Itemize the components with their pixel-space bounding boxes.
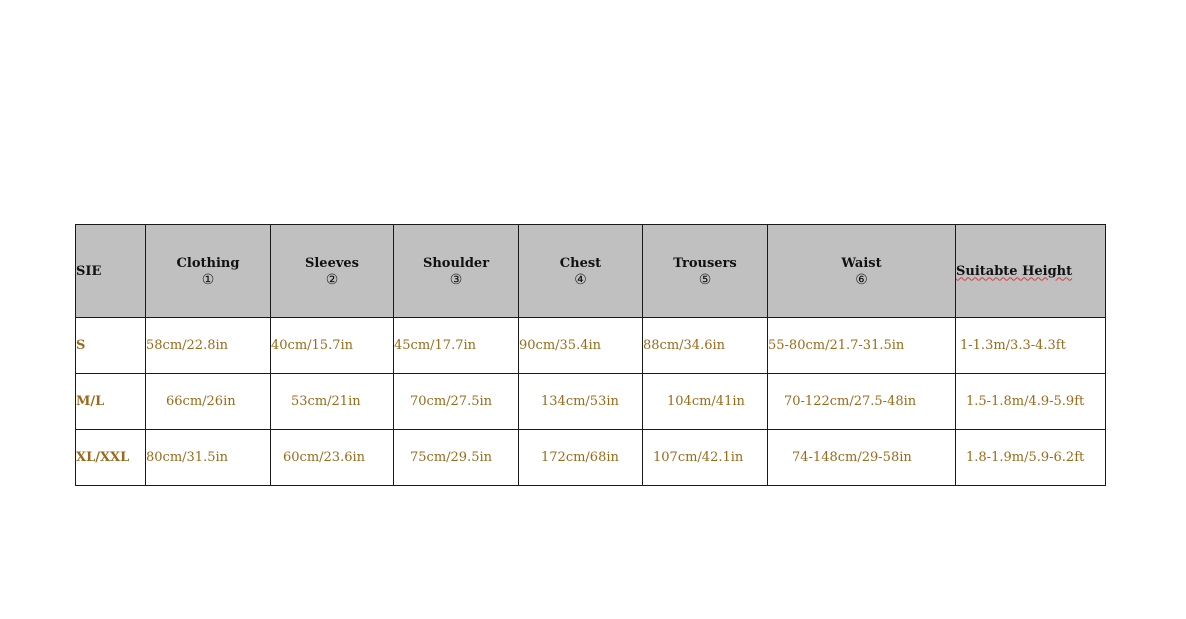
shoulder-cell: 75cm/29.5in: [394, 430, 519, 486]
clothing-cell: 80cm/31.5in: [146, 430, 271, 486]
sleeves-header-label: Sleeves: [304, 256, 359, 271]
height-cell: 1.8-1.9m/5.9-6.2ft: [956, 430, 1106, 486]
trousers-cell: 88cm/34.6in: [643, 318, 768, 374]
height-column-header: [956, 225, 1106, 318]
shoulder-cell: 45cm/17.7in: [394, 318, 519, 374]
size-column-header: SIE: [76, 225, 146, 318]
height-header-label: Suitabte Height: [956, 263, 1073, 279]
waist-header-label: Waist: [841, 256, 882, 271]
chest-column-header: [519, 225, 643, 318]
table-row: [76, 430, 1106, 486]
height-cell: 1-1.3m/3.3-4.3ft: [956, 318, 1106, 374]
waist-header-number: ⑥: [855, 272, 868, 288]
size-cell: S: [76, 318, 146, 374]
sleeves-cell: 60cm/23.6in: [271, 430, 394, 486]
chest-header-number: ④: [574, 272, 587, 288]
trousers-header-number: ⑤: [698, 272, 712, 288]
waist-cell: 70-122cm/27.5-48in: [768, 374, 956, 430]
chest-cell: 134cm/53in: [519, 374, 643, 430]
clothing-header-number: ①: [201, 272, 215, 288]
trousers-header-label: Trousers: [673, 256, 737, 271]
sleeves-cell: 53cm/21in: [271, 374, 394, 430]
clothing-cell: 66cm/26in: [146, 374, 271, 430]
trousers-column-header: [643, 225, 768, 318]
chest-header-label: Chest: [559, 256, 602, 271]
chest-cell: 90cm/35.4in: [519, 318, 643, 374]
shoulder-column-header: [394, 225, 519, 318]
table-row: [76, 318, 1106, 374]
table-row: [76, 374, 1106, 430]
size-chart-table: [75, 224, 1106, 486]
shoulder-header-number: ③: [449, 272, 463, 288]
waist-cell: 55-80cm/21.7-31.5in: [768, 318, 956, 374]
sleeves-header-number: ②: [325, 272, 339, 288]
trousers-cell: 104cm/41in: [643, 374, 768, 430]
trousers-cell: 107cm/42.1in: [643, 430, 768, 486]
sleeves-column-header: [271, 225, 394, 318]
waist-cell: 74-148cm/29-58in: [768, 430, 956, 486]
clothing-cell: 58cm/22.8in: [146, 318, 271, 374]
size-cell: M/L: [76, 374, 146, 430]
shoulder-cell: 70cm/27.5in: [394, 374, 519, 430]
size-cell: XL/XXL: [76, 430, 146, 486]
height-cell: 1.5-1.8m/4.9-5.9ft: [956, 374, 1106, 430]
clothing-column-header: [146, 225, 271, 318]
chest-cell: 172cm/68in: [519, 430, 643, 486]
waist-column-header: [768, 225, 956, 318]
header-row: [76, 225, 1106, 318]
clothing-header-label: Clothing: [176, 256, 240, 271]
shoulder-header-label: Shoulder: [422, 256, 490, 271]
sleeves-cell: 40cm/15.7in: [271, 318, 394, 374]
